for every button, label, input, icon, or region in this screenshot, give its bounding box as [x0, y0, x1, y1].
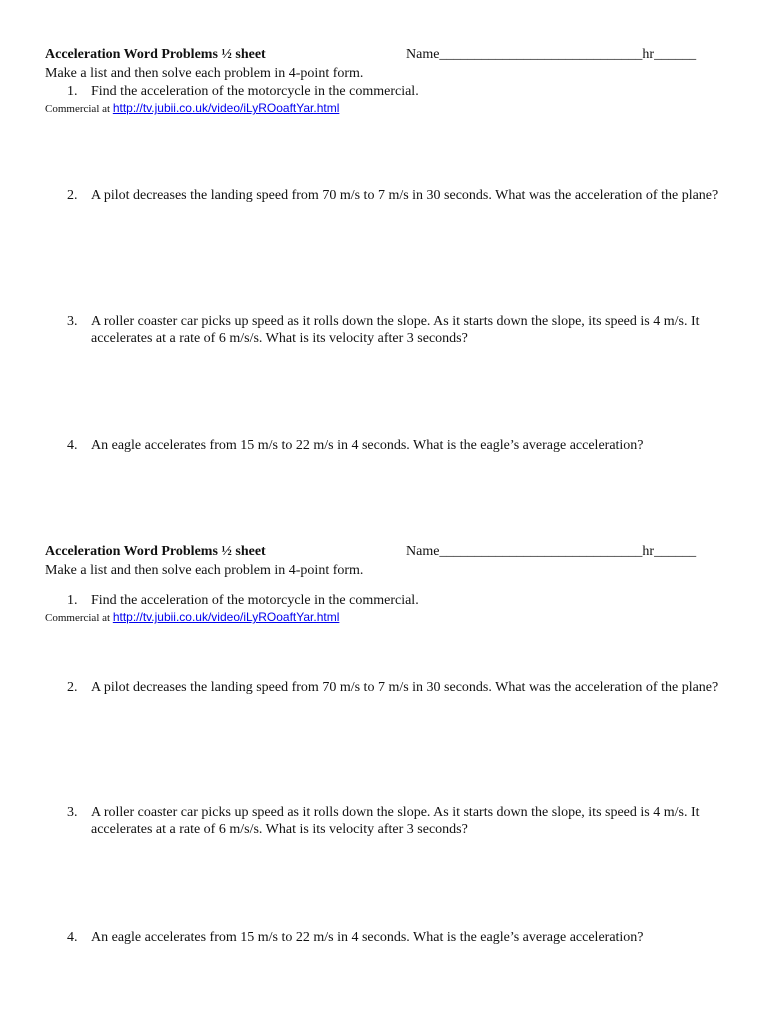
name-hour-line: Name_____________________________hr______ — [406, 544, 697, 559]
instructions: Make a list and then solve each problem in 4-point form. — [45, 66, 364, 81]
worksheet-bottom — [45, 543, 725, 945]
commercial-link[interactable]: http://tv.jubii.co.uk/video/iLyROoaftYar.html — [112, 101, 340, 115]
problem-text: A pilot decreases the landing speed from 70 m/s to 7 m/s in 30 seconds. What was the acceleration of the plane? — [91, 680, 719, 695]
header-row — [45, 543, 725, 561]
commercial-prefix: Commercial at — [45, 612, 111, 624]
problem-text: A roller coaster car picks up speed as it rolls down the slope. As it starts down the slope, its speed is 4 m/s. It accelerates at a rate of 6 m/s/s. What is its velocity after 3 seconds? — [91, 314, 700, 346]
problem-number: 2. — [67, 680, 78, 695]
problem-number: 4. — [67, 930, 78, 945]
worksheet-top — [45, 46, 725, 453]
problem-number: 3. — [67, 805, 78, 820]
commercial-link[interactable]: http://tv.jubii.co.uk/video/iLyROoaftYar.html — [112, 610, 340, 624]
header-row — [45, 46, 725, 64]
problem-number: 3. — [67, 314, 78, 329]
commercial-reference — [45, 100, 339, 118]
name-hour-line: Name_____________________________hr______ — [406, 47, 697, 62]
worksheet-title: Acceleration Word Problems ½ sheet — [45, 47, 266, 62]
problem-text: A roller coaster car picks up speed as it rolls down the slope. As it starts down the slope, its speed is 4 m/s. It accelerates at a rate of 6 m/s/s. What is its velocity after 3 seconds? — [91, 805, 700, 837]
problem-text: An eagle accelerates from 15 m/s to 22 m/s in 4 seconds. What is the eagle’s average acceleration? — [91, 438, 644, 453]
problem-number: 2. — [67, 188, 78, 203]
commercial-prefix: Commercial at — [45, 103, 111, 115]
problem-number: 1. — [67, 84, 78, 99]
worksheet-title: Acceleration Word Problems ½ sheet — [45, 544, 266, 559]
problem-text: A pilot decreases the landing speed from 70 m/s to 7 m/s in 30 seconds. What was the acceleration of the plane? — [91, 188, 719, 203]
instructions: Make a list and then solve each problem in 4-point form. — [45, 563, 364, 578]
problem-number: 4. — [67, 438, 78, 453]
problem-text: Find the acceleration of the motorcycle in the commercial. — [91, 84, 419, 99]
commercial-reference — [45, 609, 339, 627]
problem-text: An eagle accelerates from 15 m/s to 22 m/s in 4 seconds. What is the eagle’s average acceleration? — [91, 930, 644, 945]
problem-text: Find the acceleration of the motorcycle in the commercial. — [91, 593, 419, 608]
problem-number: 1. — [67, 593, 78, 608]
